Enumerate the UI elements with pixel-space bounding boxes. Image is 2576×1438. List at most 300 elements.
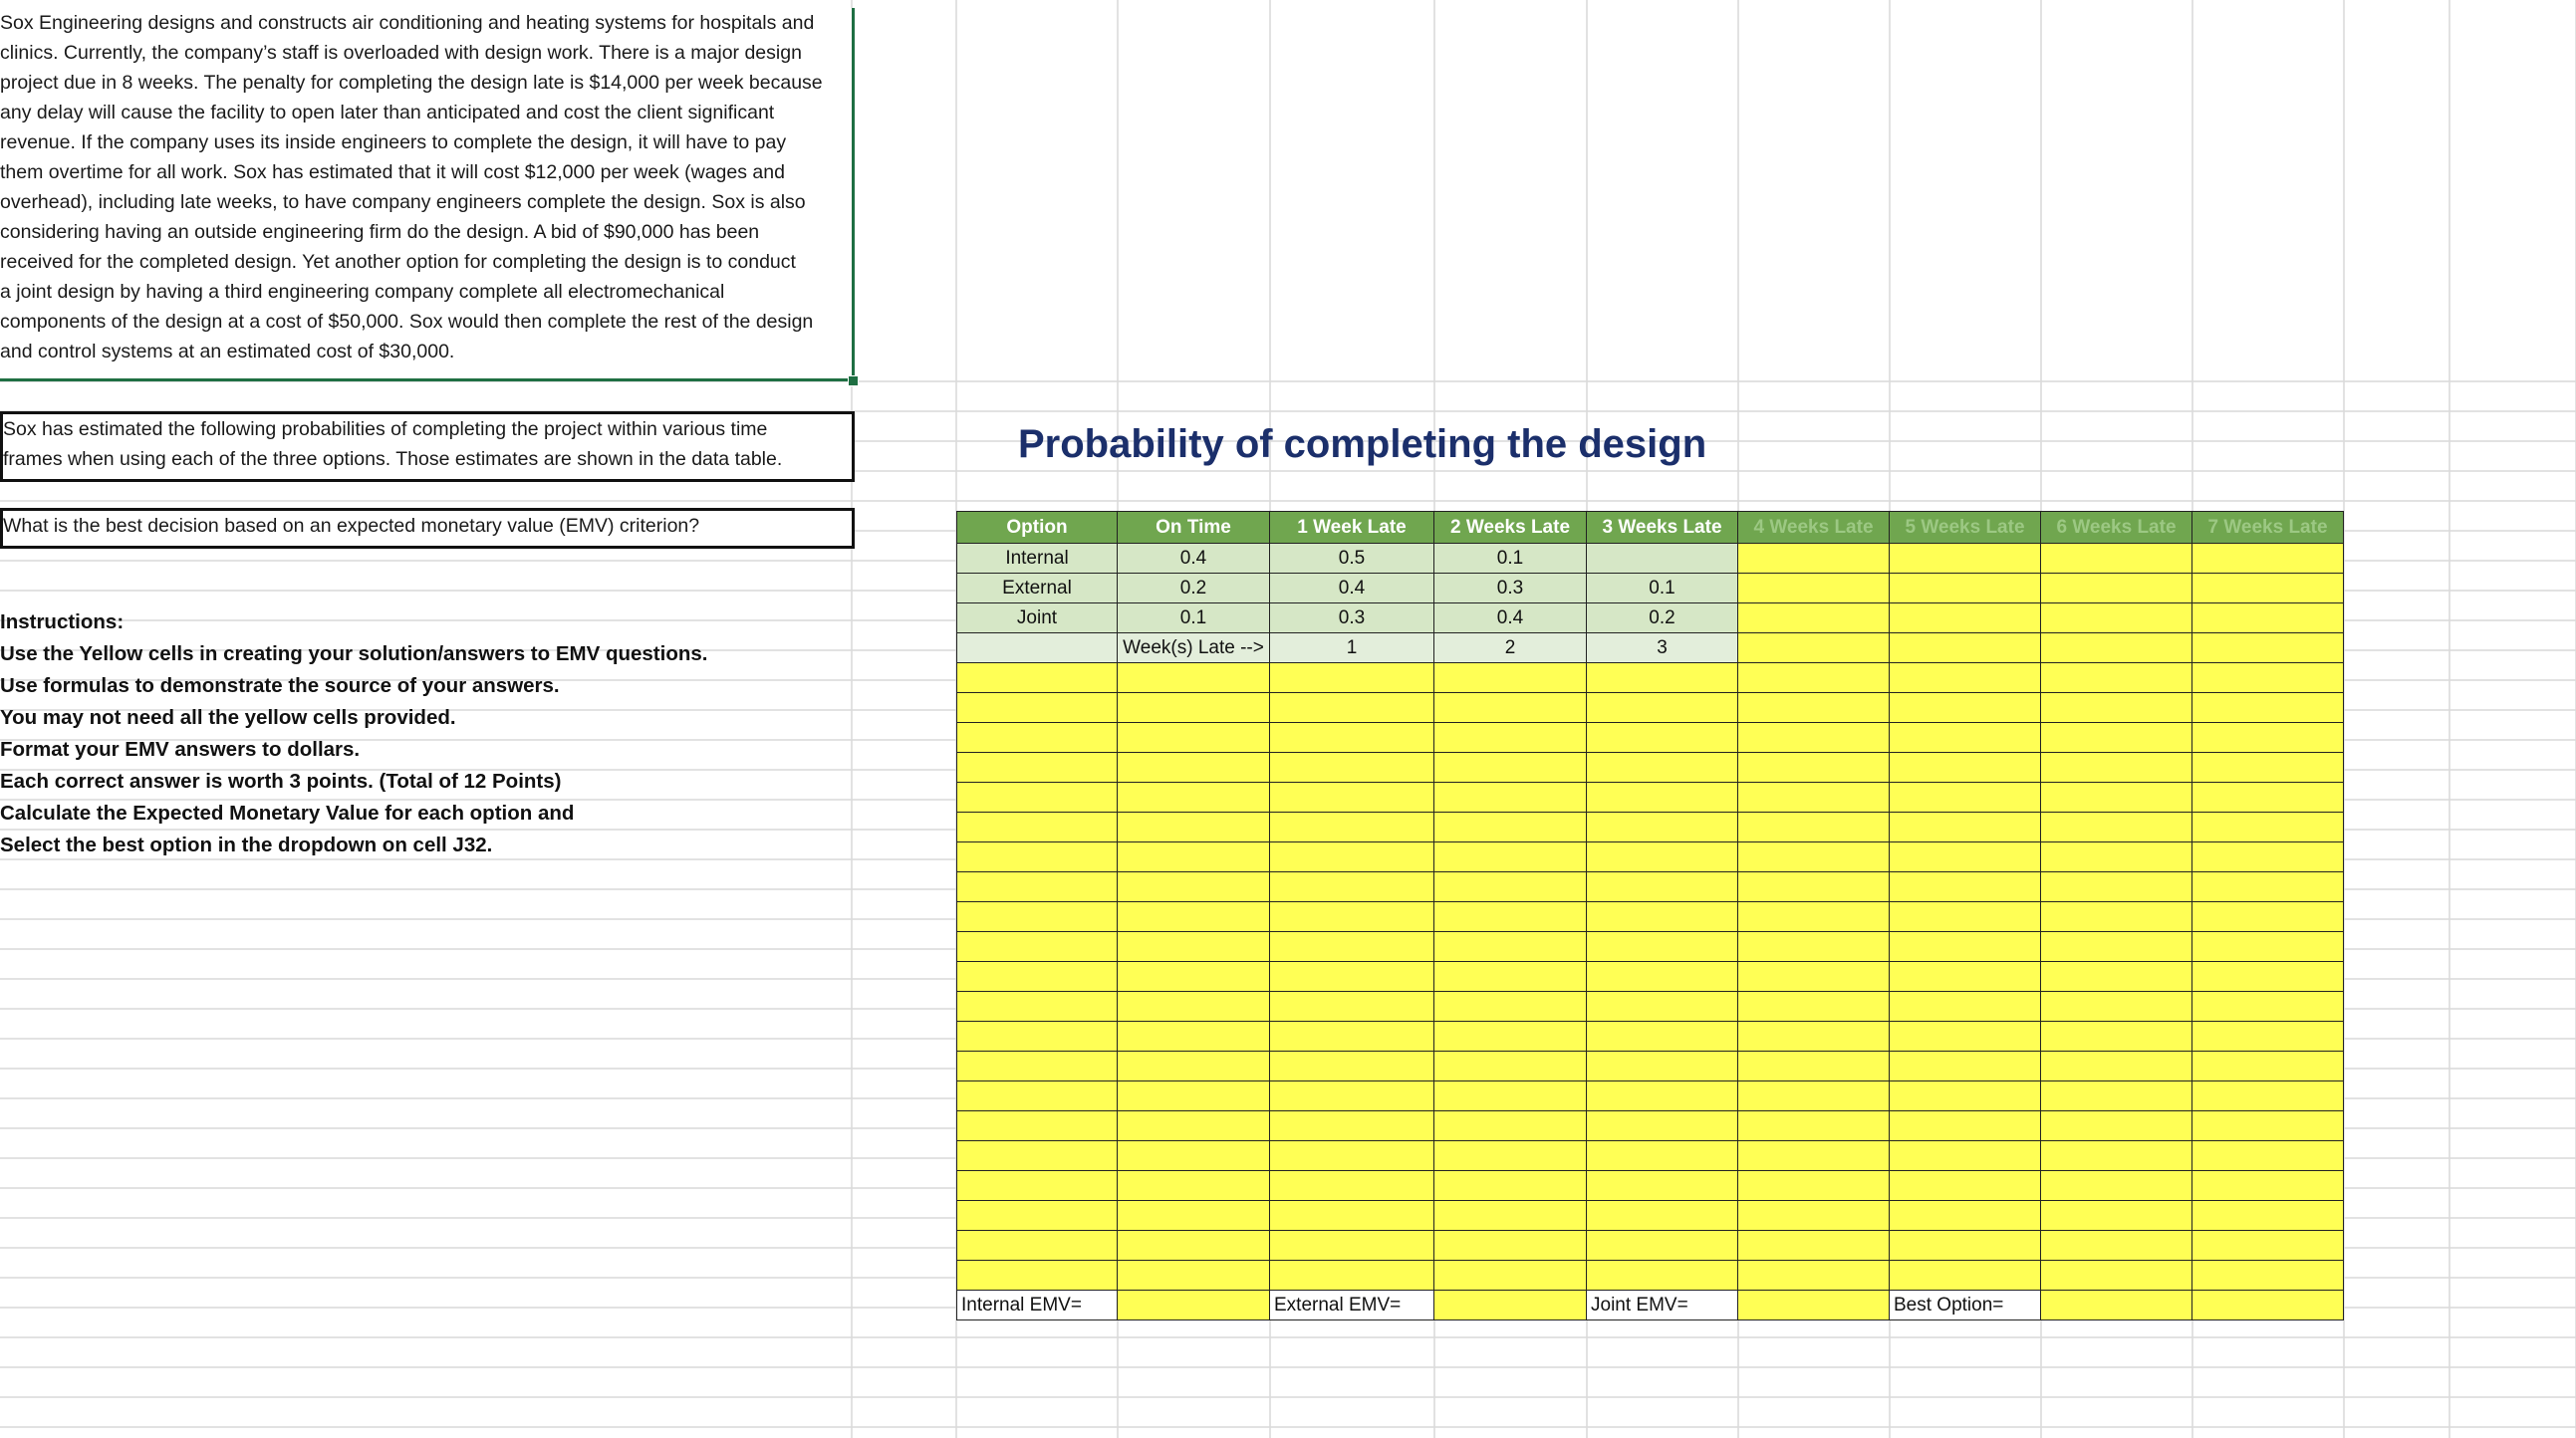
yellow-input-cell[interactable] (1118, 992, 1270, 1022)
yellow-input-cell[interactable] (1890, 1171, 2041, 1201)
yellow-input-cell[interactable] (2192, 1052, 2344, 1081)
yellow-input-cell[interactable] (1890, 842, 2041, 872)
probability-note-line: frames when using each of the three options. Those estimates are shown in the data table. (3, 448, 783, 470)
yellow-input-cell[interactable] (2041, 603, 2192, 633)
yellow-input-cell[interactable] (2192, 962, 2344, 992)
instruction-line: Use the Yellow cells in creating your solution/answers to EMV questions. (0, 642, 708, 665)
yellow-input-cell[interactable] (2192, 663, 2344, 693)
yellow-input-cell[interactable] (1118, 842, 1270, 872)
yellow-input-cell[interactable] (1890, 1231, 2041, 1261)
yellow-input-cell[interactable] (2192, 872, 2344, 902)
table-row (956, 1052, 2344, 1081)
yellow-input-cell[interactable] (1270, 753, 1434, 783)
problem-text-line: clinics. Currently, the company’s staff is overloaded with design work. There is a major design (0, 42, 802, 64)
instruction-line: Format your EMV answers to dollars. (0, 738, 361, 761)
column-header[interactable]: 2 Weeks Late (1434, 511, 1587, 544)
yellow-input-cell[interactable] (956, 693, 1118, 723)
question-text: What is the best decision based on an expected monetary value (EMV) criterion? (3, 515, 700, 537)
option-cell[interactable]: External (956, 574, 1118, 603)
table-row (956, 1081, 2344, 1111)
yellow-input-cell[interactable] (1587, 1231, 1738, 1261)
yellow-input-cell[interactable] (1587, 1261, 1738, 1291)
yellow-input-cell[interactable] (1118, 1231, 1270, 1261)
instruction-line: You may not need all the yellow cells provided. (0, 706, 456, 729)
table-row (956, 783, 2344, 813)
yellow-input-cell[interactable] (2041, 1261, 2192, 1291)
table-row (956, 813, 2344, 842)
table-row (956, 723, 2344, 753)
yellow-input-cell[interactable] (2041, 544, 2192, 574)
internal-emv-label: Internal EMV= (956, 1291, 1118, 1320)
selection-fill-handle[interactable] (848, 375, 859, 386)
yellow-input-cell[interactable] (1270, 1052, 1434, 1081)
yellow-input-cell[interactable] (1890, 1201, 2041, 1231)
yellow-input-cell[interactable] (956, 1052, 1118, 1081)
yellow-input-cell[interactable] (2192, 544, 2344, 574)
yellow-input-cell[interactable] (956, 1141, 1118, 1171)
column-header[interactable]: Option (956, 511, 1118, 544)
yellow-input-cell[interactable] (1738, 1171, 1890, 1201)
yellow-input-cell[interactable] (1738, 1141, 1890, 1171)
yellow-input-cell[interactable] (2192, 902, 2344, 932)
yellow-input-cell[interactable] (1890, 962, 2041, 992)
yellow-input-cell[interactable] (2041, 1022, 2192, 1052)
problem-text-line: and control systems at an estimated cost of $30,000. (0, 341, 455, 362)
yellow-input-cell[interactable] (1587, 1022, 1738, 1052)
yellow-input-cell[interactable] (2041, 1141, 2192, 1171)
yellow-input-cell[interactable] (956, 1261, 1118, 1291)
column-header[interactable]: 3 Weeks Late (1587, 511, 1738, 544)
problem-text-line: revenue. If the company uses its inside engineers to complete the design, it will have to pay (0, 131, 787, 153)
yellow-input-cell[interactable] (1118, 693, 1270, 723)
yellow-input-cell[interactable] (1738, 813, 1890, 842)
yellow-input-cell[interactable] (1890, 1141, 2041, 1171)
yellow-input-cell[interactable] (1118, 962, 1270, 992)
yellow-input-cell[interactable] (1587, 723, 1738, 753)
yellow-input-cell[interactable] (1890, 1022, 2041, 1052)
yellow-input-cell[interactable] (1738, 1231, 1890, 1261)
yellow-input-cell[interactable] (1270, 783, 1434, 813)
yellow-input-cell[interactable] (1434, 783, 1587, 813)
yellow-input-cell[interactable] (1434, 663, 1587, 693)
yellow-input-cell[interactable] (1270, 872, 1434, 902)
instructions-heading: Instructions: (0, 610, 125, 633)
yellow-input-cell[interactable] (1738, 842, 1890, 872)
yellow-input-cell[interactable] (1434, 1201, 1587, 1231)
yellow-input-cell[interactable] (2192, 992, 2344, 1022)
yellow-input-cell[interactable] (2041, 1201, 2192, 1231)
probability-cell[interactable]: 0.1 (1118, 603, 1270, 633)
yellow-input-cell[interactable] (2192, 783, 2344, 813)
yellow-input-cell[interactable] (1738, 1261, 1890, 1291)
yellow-input-cell[interactable] (1738, 783, 1890, 813)
instruction-line: Select the best option in the dropdown on cell J32. (0, 834, 493, 856)
yellow-input-cell[interactable] (1890, 1111, 2041, 1141)
yellow-input-cell[interactable] (2041, 633, 2192, 663)
probability-cell[interactable]: 0.3 (1270, 603, 1434, 633)
yellow-input-cell[interactable] (1434, 1052, 1587, 1081)
yellow-input-cell[interactable] (1890, 813, 2041, 842)
yellow-input-cell[interactable] (1890, 932, 2041, 962)
yellow-input-cell[interactable] (2041, 842, 2192, 872)
yellow-input-cell[interactable] (956, 1022, 1118, 1052)
problem-text-line: project due in 8 weeks. The penalty for completing the design late is $14,000 per week because (0, 72, 823, 94)
yellow-input-cell[interactable] (2192, 693, 2344, 723)
problem-text-line: received for the completed design. Yet another option for completing the design is to conduct (0, 251, 796, 273)
yellow-input-cell[interactable] (1587, 753, 1738, 783)
yellow-input-cell[interactable] (2041, 693, 2192, 723)
yellow-input-cell[interactable] (1738, 574, 1890, 603)
instruction-line: Use formulas to demonstrate the source of your answers. (0, 674, 560, 697)
yellow-input-cell[interactable] (1890, 1261, 2041, 1291)
question-cell[interactable] (0, 508, 855, 549)
instruction-line: Each correct answer is worth 3 points. (Total of 12 Points) (0, 770, 562, 793)
table-row (956, 603, 2344, 633)
yellow-input-cell[interactable] (1890, 783, 2041, 813)
yellow-input-cell[interactable] (2192, 1111, 2344, 1141)
probability-cell[interactable]: 0.2 (1587, 603, 1738, 633)
yellow-input-cell[interactable] (956, 902, 1118, 932)
weeks-late-cell[interactable]: 2 (1434, 633, 1587, 663)
yellow-input-cell[interactable] (1118, 723, 1270, 753)
yellow-input-cell[interactable] (1118, 872, 1270, 902)
yellow-input-cell[interactable] (956, 1201, 1118, 1231)
column-header[interactable]: 5 Weeks Late (1890, 511, 2041, 544)
yellow-input-cell[interactable] (1738, 1081, 1890, 1111)
yellow-input-cell[interactable] (1270, 1141, 1434, 1171)
yellow-input-cell[interactable] (1270, 1261, 1434, 1291)
weeks-late-cell[interactable] (956, 633, 1118, 663)
table-row (956, 511, 2344, 544)
yellow-input-cell[interactable] (2041, 723, 2192, 753)
best-option-label: Best Option= (1890, 1291, 2041, 1320)
yellow-input-cell[interactable] (1270, 1022, 1434, 1052)
table-row (956, 1201, 2344, 1231)
weeks-late-cell[interactable]: 3 (1587, 633, 1738, 663)
yellow-input-cell[interactable] (1587, 992, 1738, 1022)
external-emv-input[interactable] (1434, 1291, 1587, 1320)
yellow-input-cell[interactable] (2041, 813, 2192, 842)
table-row (956, 544, 2344, 574)
yellow-input-cell[interactable] (1738, 992, 1890, 1022)
yellow-input-cell[interactable] (1890, 753, 2041, 783)
yellow-input-cell[interactable] (1118, 1081, 1270, 1111)
external-emv-label: External EMV= (1270, 1291, 1434, 1320)
yellow-input-cell[interactable] (1270, 693, 1434, 723)
probability-note-cell[interactable] (0, 411, 855, 482)
yellow-input-cell[interactable] (1270, 962, 1434, 992)
yellow-input-cell[interactable] (1118, 1171, 1270, 1201)
yellow-input-cell[interactable] (1738, 633, 1890, 663)
problem-text-line: any delay will cause the facility to open later than anticipated and cost the client significant (0, 102, 775, 123)
problem-text-line: Sox Engineering designs and constructs air conditioning and heating systems for hospitals and (0, 12, 815, 34)
yellow-input-cell[interactable] (1890, 1052, 2041, 1081)
yellow-input-cell[interactable] (1118, 663, 1270, 693)
yellow-input-cell[interactable] (2192, 1081, 2344, 1111)
column-header[interactable]: 1 Week Late (1270, 511, 1434, 544)
yellow-input-cell[interactable] (2192, 633, 2344, 663)
yellow-input-cell[interactable] (1890, 544, 2041, 574)
column-header[interactable]: 7 Weeks Late (2192, 511, 2344, 544)
yellow-input-cell[interactable] (1434, 1141, 1587, 1171)
yellow-input-cell[interactable] (1118, 783, 1270, 813)
joint-emv-label: Joint EMV= (1587, 1291, 1738, 1320)
yellow-input-cell[interactable] (1890, 663, 2041, 693)
yellow-input-cell[interactable] (1434, 1231, 1587, 1261)
probability-cell[interactable]: 0.2 (1118, 574, 1270, 603)
table-row (956, 633, 2344, 663)
yellow-input-cell[interactable] (1434, 1111, 1587, 1141)
column-header[interactable]: 4 Weeks Late (1738, 511, 1890, 544)
probability-cell[interactable] (1587, 544, 1738, 574)
column-header[interactable]: 6 Weeks Late (2041, 511, 2192, 544)
yellow-input-cell[interactable] (1118, 902, 1270, 932)
yellow-input-cell[interactable] (2192, 603, 2344, 633)
yellow-input-cell[interactable] (2192, 753, 2344, 783)
yellow-input-cell[interactable] (1270, 1201, 1434, 1231)
yellow-input-cell[interactable] (2041, 574, 2192, 603)
yellow-input-cell[interactable] (1738, 1201, 1890, 1231)
yellow-input-cell[interactable] (1890, 603, 2041, 633)
probability-cell[interactable]: 0.4 (1270, 574, 1434, 603)
yellow-input-cell[interactable] (1434, 902, 1587, 932)
table-row (956, 1291, 2344, 1320)
yellow-input-cell[interactable] (1738, 693, 1890, 723)
probability-cell[interactable]: 0.5 (1270, 544, 1434, 574)
yellow-input-cell[interactable] (1890, 693, 2041, 723)
yellow-input-cell[interactable] (2041, 872, 2192, 902)
internal-emv-input[interactable] (1118, 1291, 1270, 1320)
yellow-input-cell[interactable] (2192, 842, 2344, 872)
yellow-input-cell[interactable] (1738, 902, 1890, 932)
table-row (956, 693, 2344, 723)
yellow-input-cell[interactable] (1434, 872, 1587, 902)
yellow-input-cell[interactable] (2041, 1231, 2192, 1261)
table-row (956, 992, 2344, 1022)
yellow-input-cell[interactable] (1738, 753, 1890, 783)
yellow-input-cell[interactable] (1738, 603, 1890, 633)
yellow-input-cell[interactable] (1270, 723, 1434, 753)
yellow-input-cell[interactable] (1434, 693, 1587, 723)
yellow-input-cell[interactable] (1434, 723, 1587, 753)
yellow-input-cell[interactable] (1270, 932, 1434, 962)
yellow-input-cell[interactable] (1118, 1201, 1270, 1231)
yellow-input-cell[interactable] (1738, 544, 1890, 574)
yellow-input-cell[interactable] (1434, 1171, 1587, 1201)
yellow-input-cell[interactable] (2041, 1171, 2192, 1201)
yellow-input-cell[interactable] (1890, 633, 2041, 663)
instructions-block (0, 606, 897, 856)
yellow-input-cell[interactable] (956, 842, 1118, 872)
problem-description-cell[interactable] (0, 8, 855, 381)
table-row (956, 574, 2344, 603)
yellow-input-cell[interactable] (1270, 1171, 1434, 1201)
column-header[interactable]: On Time (1118, 511, 1270, 544)
yellow-input-cell[interactable] (1434, 1022, 1587, 1052)
yellow-input-cell[interactable] (1434, 962, 1587, 992)
yellow-input-cell[interactable] (2192, 1261, 2344, 1291)
yellow-input-cell[interactable] (1434, 753, 1587, 783)
yellow-input-cell[interactable] (1587, 1111, 1738, 1141)
yellow-input-cell[interactable] (1890, 1081, 2041, 1111)
yellow-input-cell[interactable] (1118, 1022, 1270, 1052)
yellow-input-cell[interactable] (956, 723, 1118, 753)
table-row (956, 1022, 2344, 1052)
yellow-input-cell[interactable] (1587, 813, 1738, 842)
best-option-dropdown[interactable] (2041, 1291, 2192, 1320)
table-row (956, 842, 2344, 872)
table-row (956, 1141, 2344, 1171)
yellow-input-cell[interactable] (2041, 783, 2192, 813)
yellow-input-cell[interactable] (1587, 872, 1738, 902)
yellow-input-cell[interactable] (1890, 992, 2041, 1022)
probability-cell[interactable]: 0.3 (1434, 574, 1587, 603)
yellow-input-cell[interactable] (1270, 902, 1434, 932)
yellow-input-cell[interactable] (1118, 753, 1270, 783)
yellow-input-cell[interactable] (1587, 1141, 1738, 1171)
yellow-input-cell[interactable] (956, 1081, 1118, 1111)
yellow-input-cell[interactable] (1890, 723, 2041, 753)
yellow-input-cell[interactable] (1118, 932, 1270, 962)
yellow-input-cell[interactable] (1270, 1231, 1434, 1261)
yellow-input-cell[interactable] (1118, 1141, 1270, 1171)
problem-text-line: them overtime for all work. Sox has estimated that it will cost $12,000 per week (wages and (0, 161, 785, 183)
table-row (956, 1231, 2344, 1261)
yellow-input-cell[interactable] (2192, 1231, 2344, 1261)
yellow-input-cell[interactable] (956, 932, 1118, 962)
probability-cell[interactable]: 0.4 (1434, 603, 1587, 633)
yellow-input-cell[interactable] (1738, 1111, 1890, 1141)
yellow-input-cell[interactable] (1270, 663, 1434, 693)
yellow-input-cell[interactable] (2041, 992, 2192, 1022)
yellow-input-cell[interactable] (1587, 1081, 1738, 1111)
yellow-input-cell[interactable] (1738, 872, 1890, 902)
yellow-input-cell[interactable] (2041, 932, 2192, 962)
probability-cell[interactable]: 0.1 (1434, 544, 1587, 574)
instruction-line: Calculate the Expected Monetary Value for each option and (0, 802, 575, 825)
yellow-input-cell[interactable] (956, 783, 1118, 813)
probability-table (956, 511, 2344, 1320)
table-row (956, 663, 2344, 693)
yellow-input-cell[interactable] (2192, 813, 2344, 842)
table-row (956, 1111, 2344, 1141)
yellow-input-cell[interactable] (1118, 1052, 1270, 1081)
yellow-input-cell[interactable] (956, 1231, 1118, 1261)
joint-emv-input[interactable] (1738, 1291, 1890, 1320)
yellow-input-cell[interactable] (956, 753, 1118, 783)
yellow-input-cell[interactable] (2041, 1081, 2192, 1111)
yellow-input-cell[interactable] (2041, 753, 2192, 783)
yellow-input-cell[interactable] (1738, 932, 1890, 962)
yellow-input-cell[interactable] (956, 962, 1118, 992)
option-cell[interactable]: Internal (956, 544, 1118, 574)
yellow-input-cell[interactable] (1738, 1052, 1890, 1081)
table-row (956, 1261, 2344, 1291)
yellow-input-cell[interactable] (2192, 1141, 2344, 1171)
yellow-input-cell[interactable] (1270, 1081, 1434, 1111)
yellow-input-cell[interactable] (1270, 992, 1434, 1022)
yellow-input-cell[interactable] (956, 1171, 1118, 1201)
problem-text-line: a joint design by having a third engineering company complete all electromechanical (0, 281, 725, 303)
table-row (956, 1171, 2344, 1201)
yellow-input-cell[interactable] (956, 813, 1118, 842)
yellow-input-cell[interactable] (1890, 872, 2041, 902)
weeks-late-cell[interactable]: 1 (1270, 633, 1434, 663)
yellow-input-cell[interactable] (1738, 723, 1890, 753)
yellow-input-cell[interactable] (1434, 813, 1587, 842)
yellow-input-cell[interactable] (956, 1111, 1118, 1141)
table-row (956, 932, 2344, 962)
yellow-input-cell[interactable] (956, 992, 1118, 1022)
yellow-input-cell[interactable] (2041, 962, 2192, 992)
yellow-input-cell[interactable] (1434, 1261, 1587, 1291)
table-title: Probability of completing the design (1018, 422, 1707, 466)
yellow-input-cell[interactable] (2192, 1291, 2344, 1320)
table-row (956, 902, 2344, 932)
yellow-input-cell[interactable] (2192, 1022, 2344, 1052)
yellow-input-cell[interactable] (2041, 663, 2192, 693)
yellow-input-cell[interactable] (1434, 842, 1587, 872)
yellow-input-cell[interactable] (1738, 1022, 1890, 1052)
yellow-input-cell[interactable] (1738, 962, 1890, 992)
yellow-input-cell[interactable] (1587, 1052, 1738, 1081)
yellow-input-cell[interactable] (1434, 992, 1587, 1022)
yellow-input-cell[interactable] (956, 663, 1118, 693)
yellow-input-cell[interactable] (2192, 574, 2344, 603)
yellow-input-cell[interactable] (2192, 723, 2344, 753)
yellow-input-cell[interactable] (1270, 813, 1434, 842)
probability-cell[interactable]: 0.1 (1587, 574, 1738, 603)
yellow-input-cell[interactable] (1434, 1081, 1587, 1111)
yellow-input-cell[interactable] (956, 872, 1118, 902)
yellow-input-cell[interactable] (2041, 1111, 2192, 1141)
yellow-input-cell[interactable] (1587, 1201, 1738, 1231)
yellow-input-cell[interactable] (1434, 932, 1587, 962)
yellow-input-cell[interactable] (1587, 932, 1738, 962)
yellow-input-cell[interactable] (2192, 932, 2344, 962)
yellow-input-cell[interactable] (1587, 902, 1738, 932)
table-row (956, 962, 2344, 992)
yellow-input-cell[interactable] (2041, 1052, 2192, 1081)
option-cell[interactable]: Joint (956, 603, 1118, 633)
yellow-input-cell[interactable] (1587, 783, 1738, 813)
yellow-input-cell[interactable] (1270, 1111, 1434, 1141)
probability-note-line: Sox has estimated the following probabilities of completing the project within various time (3, 418, 768, 440)
yellow-input-cell[interactable] (1587, 1171, 1738, 1201)
yellow-input-cell[interactable] (1738, 663, 1890, 693)
yellow-input-cell[interactable] (2041, 902, 2192, 932)
yellow-input-cell[interactable] (1587, 962, 1738, 992)
problem-text-line: considering having an outside engineering firm do the design. A bid of $90,000 has been (0, 221, 760, 243)
yellow-input-cell[interactable] (1118, 813, 1270, 842)
problem-text-line: overhead), including late weeks, to have company engineers complete the design. Sox is also (0, 191, 806, 213)
probability-cell[interactable]: 0.4 (1118, 544, 1270, 574)
yellow-input-cell[interactable] (2192, 1171, 2344, 1201)
yellow-input-cell[interactable] (1587, 663, 1738, 693)
weeks-late-cell[interactable]: Week(s) Late --> (1118, 633, 1270, 663)
yellow-input-cell[interactable] (1587, 842, 1738, 872)
table-row (956, 753, 2344, 783)
yellow-input-cell[interactable] (1890, 574, 2041, 603)
yellow-input-cell[interactable] (1587, 693, 1738, 723)
yellow-input-cell[interactable] (1890, 902, 2041, 932)
yellow-input-cell[interactable] (1118, 1261, 1270, 1291)
problem-text-line: components of the design at a cost of $50,000. Sox would then complete the rest of the design (0, 311, 814, 333)
yellow-input-cell[interactable] (2192, 1201, 2344, 1231)
table-row (956, 872, 2344, 902)
yellow-input-cell[interactable] (1118, 1111, 1270, 1141)
yellow-input-cell[interactable] (1270, 842, 1434, 872)
